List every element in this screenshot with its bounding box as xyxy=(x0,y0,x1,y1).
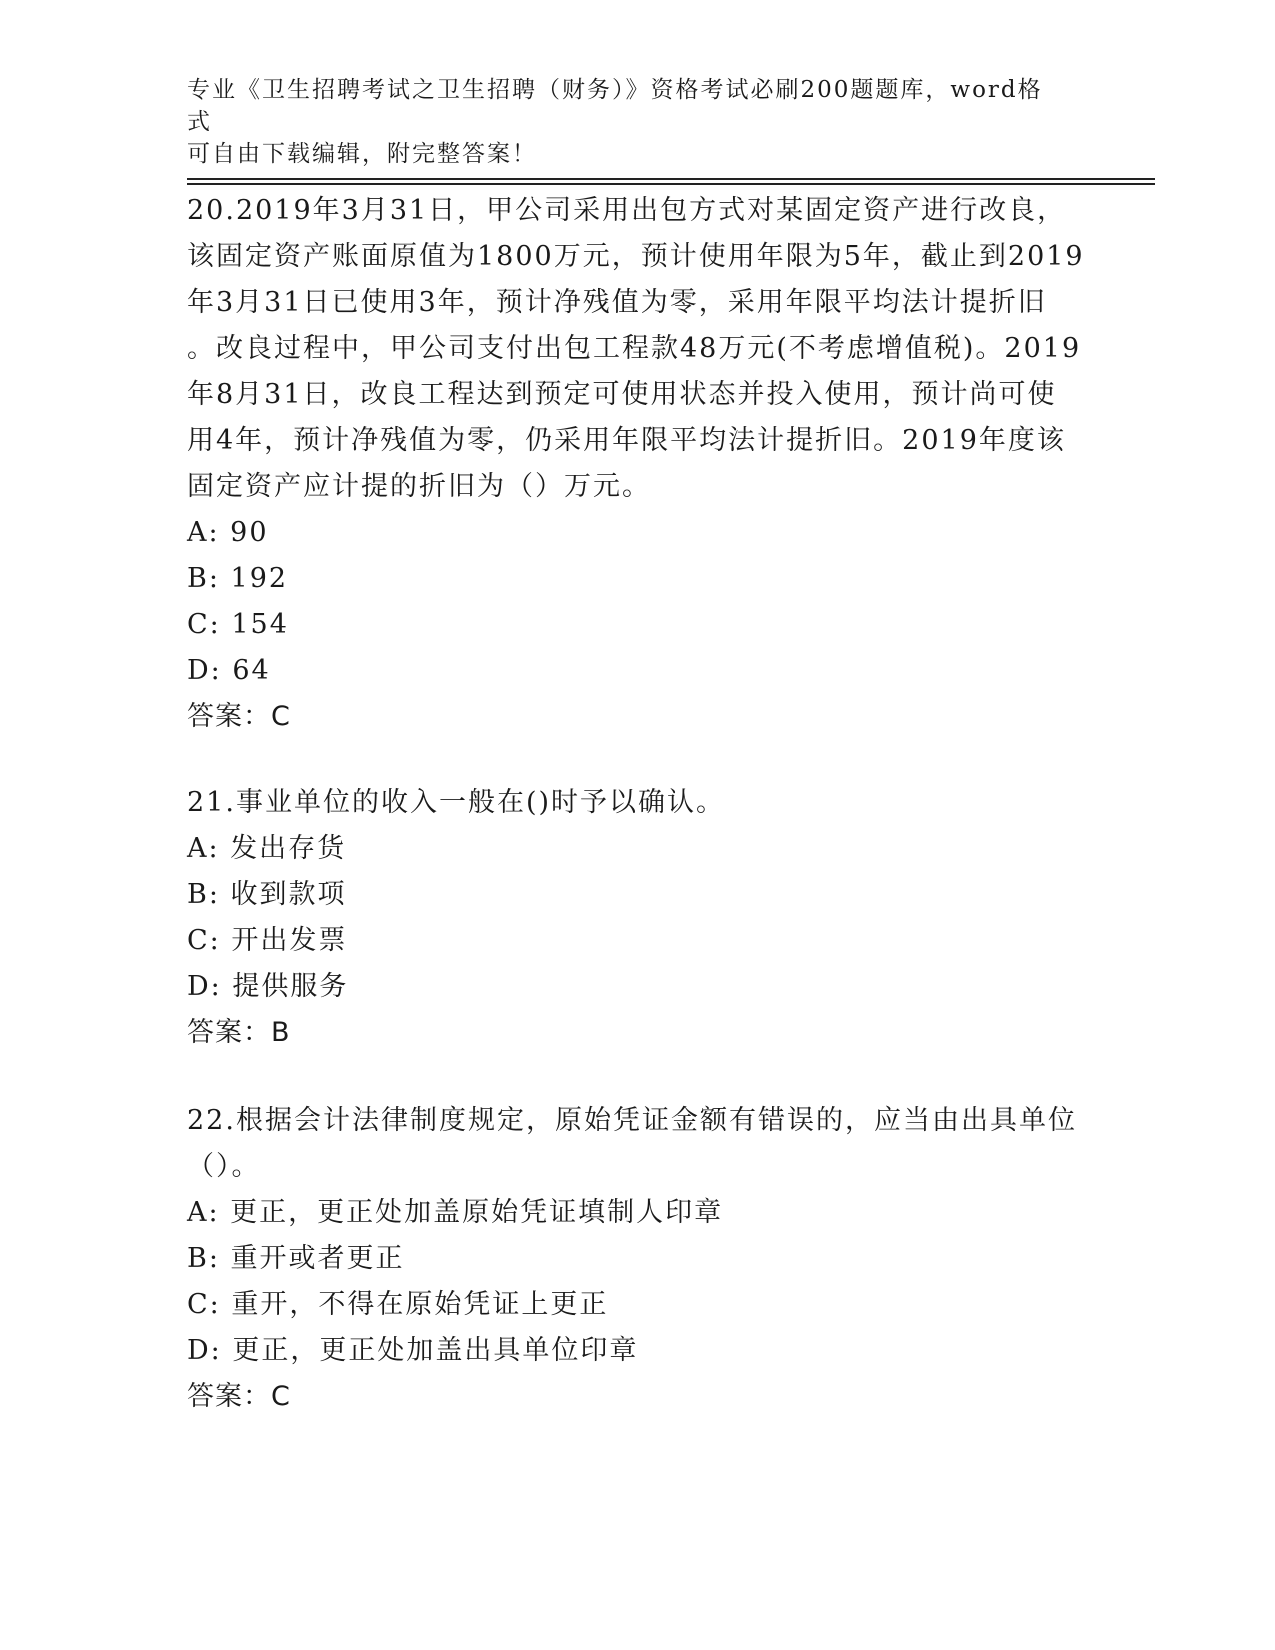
header-line-1: 专业《卫生招聘考试之卫生招聘（财务）》资格考试必刷200题题库，word格式 xyxy=(187,77,1043,135)
question-20 xyxy=(187,188,1087,740)
stem-line: 。改良过程中，甲公司支付出包工程款48万元(不考虑增值税)。2019 xyxy=(187,333,1082,364)
answer-line: 答案：C xyxy=(187,701,291,732)
option-d: D: 更正，更正处加盖出具单位印章 xyxy=(187,1335,639,1366)
stem-line: 22.根据会计法律制度规定，原始凭证金额有错误的，应当由出具单位 xyxy=(187,1105,1077,1136)
question-21 xyxy=(187,780,1087,1056)
option-c: C: 重开，不得在原始凭证上更正 xyxy=(187,1289,609,1320)
stem-line: 用4年，预计净残值为零，仍采用年限平均法计提折旧。2019年度该 xyxy=(187,425,1066,456)
stem-line: 21.事业单位的收入一般在()时予以确认。 xyxy=(187,787,726,818)
option-b: B: 192 xyxy=(187,563,289,594)
document-header xyxy=(187,74,1067,170)
stem-line: （）。 xyxy=(187,1151,261,1182)
question-stem xyxy=(187,188,1087,510)
option-a: A: 90 xyxy=(187,517,269,548)
stem-line: 年8月31日，改良工程达到预定可使用状态并投入使用，预计尚可使 xyxy=(187,379,1057,410)
question-stem xyxy=(187,780,1087,826)
option-b: B: 收到款项 xyxy=(187,879,347,910)
option-a: A: 发出存货 xyxy=(187,833,347,864)
stem-line: 20.2019年3月31日，甲公司采用出包方式对某固定资产进行改良， xyxy=(187,195,1067,226)
stem-line: 年3月31日已使用3年，预计净残值为零，采用年限平均法计提折旧 xyxy=(187,287,1047,318)
header-divider-top xyxy=(187,178,1155,180)
answer-line: 答案：B xyxy=(187,1017,291,1048)
option-d: D: 提供服务 xyxy=(187,971,349,1002)
answer-line: 答案：C xyxy=(187,1381,291,1412)
question-stem xyxy=(187,1098,1087,1190)
question-22 xyxy=(187,1098,1087,1420)
option-d: D: 64 xyxy=(187,655,271,686)
stem-line: 固定资产应计提的折旧为（）万元。 xyxy=(187,471,651,502)
header-line-2: 可自由下载编辑，附完整答案！ xyxy=(187,141,537,167)
stem-line: 该固定资产账面原值为1800万元，预计使用年限为5年，截止到2019 xyxy=(187,241,1085,272)
header-divider-bottom xyxy=(187,183,1155,185)
option-c: C: 154 xyxy=(187,609,289,640)
option-b: B: 重开或者更正 xyxy=(187,1243,405,1274)
option-a: A: 更正，更正处加盖原始凭证填制人印章 xyxy=(187,1197,724,1228)
option-c: C: 开出发票 xyxy=(187,925,348,956)
